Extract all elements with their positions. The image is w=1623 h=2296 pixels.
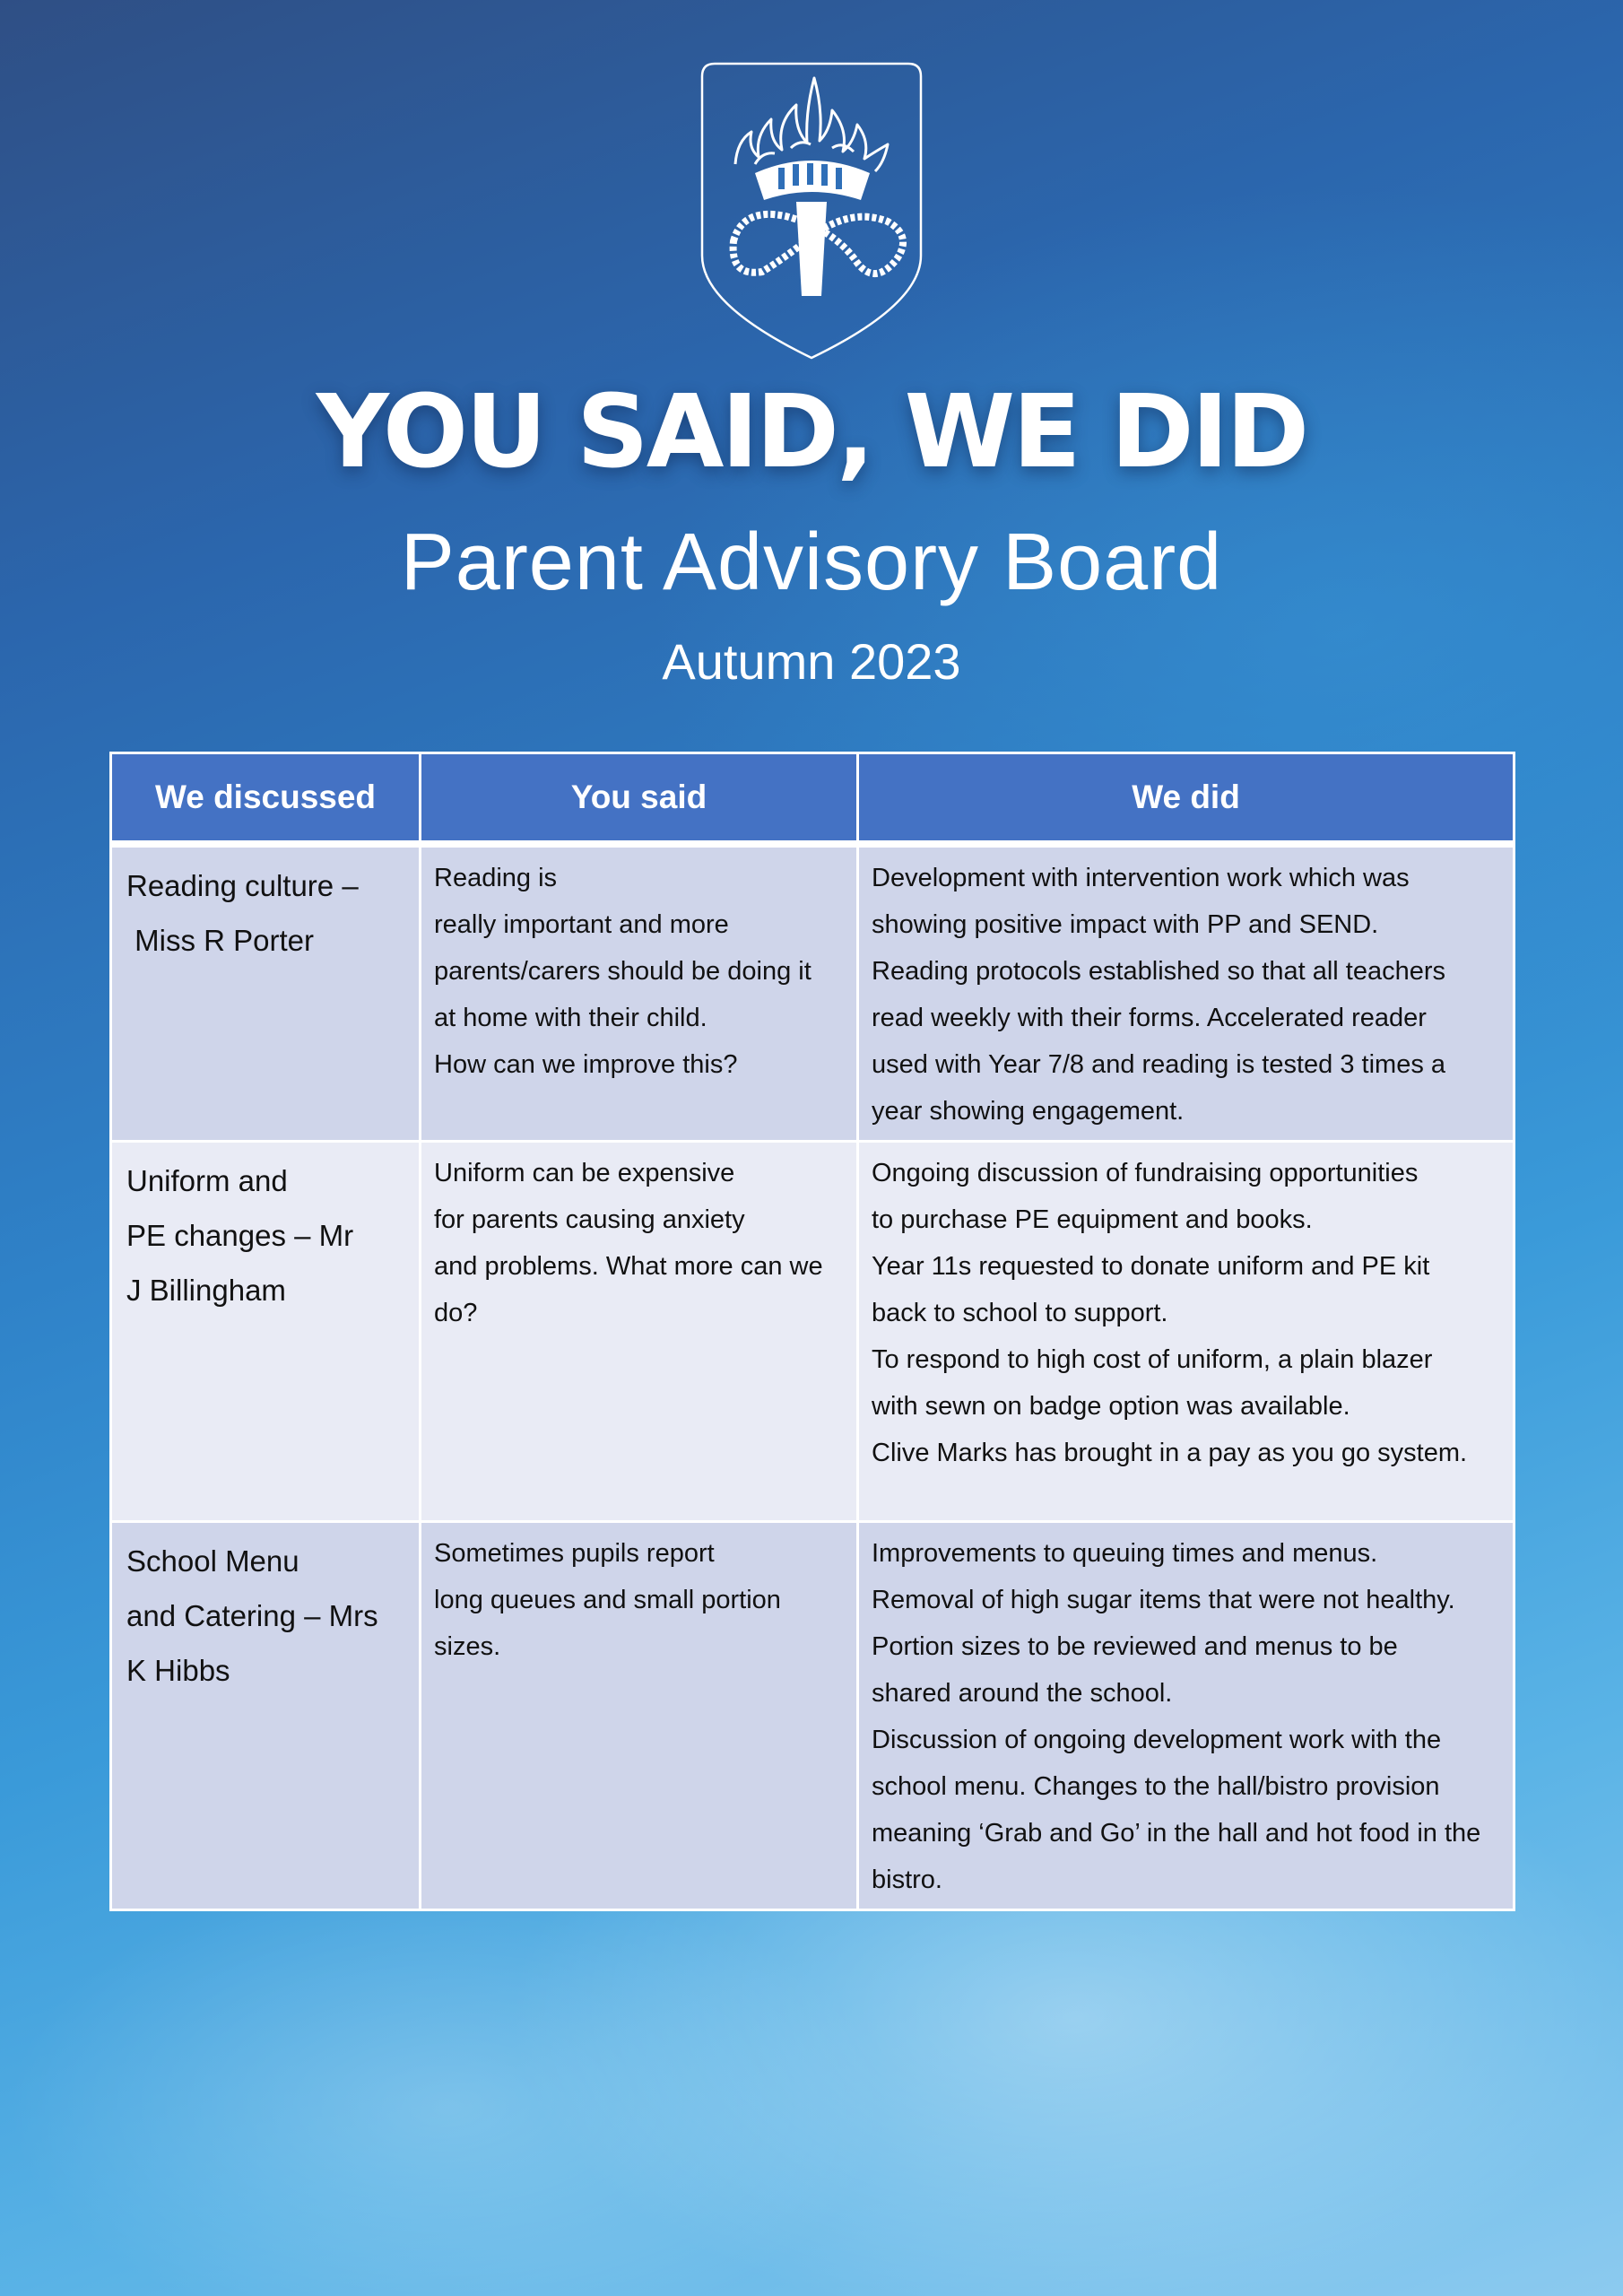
did-line: Improvements to queuing times and menus. [872, 1539, 1378, 1568]
said-line: parents/carers should be doing it [434, 957, 812, 986]
you-said-cell [421, 1522, 858, 1910]
topic-cell [111, 844, 421, 1142]
topic-line: Uniform and [126, 1164, 288, 1197]
did-line: read weekly with their forms. Accelerated reader [872, 1004, 1427, 1032]
did-line: To respond to high cost of uniform, a plain blazer [872, 1345, 1433, 1374]
we-did-cell [858, 844, 1515, 1142]
term-label: Autumn 2023 [662, 633, 961, 690]
table-row [111, 1142, 1515, 1522]
said-line: really important and more [434, 910, 729, 939]
topic-line: Miss R Porter [126, 924, 315, 957]
did-line: with sewn on badge option was available. [872, 1392, 1350, 1421]
header-we-discussed: We discussed [111, 753, 421, 845]
topic-line: K Hibbs [126, 1654, 230, 1687]
topic-cell [111, 1522, 421, 1910]
topic-line: PE changes – Mr [126, 1219, 354, 1252]
said-line: sizes. [434, 1632, 501, 1661]
school-crest-icon [699, 58, 924, 361]
did-line: Year 11s requested to donate uniform and PE kit [872, 1252, 1430, 1281]
header-we-did: We did [858, 753, 1515, 845]
did-line: bistro. [872, 1866, 942, 1894]
did-line: Discussion of ongoing development work with the [872, 1726, 1442, 1754]
said-line: Sometimes pupils report [434, 1539, 715, 1568]
did-line: Ongoing discussion of fundraising opportunities [872, 1159, 1419, 1187]
did-line: Reading protocols established so that all teachers [872, 957, 1445, 986]
topic-line: and Catering – Mrs [126, 1599, 378, 1632]
topic-cell [111, 1142, 421, 1522]
said-line: Uniform can be expensive [434, 1159, 735, 1187]
did-line: shared around the school. [872, 1679, 1173, 1708]
table-row [111, 1522, 1515, 1910]
feedback-table [109, 752, 1515, 1911]
did-line: Removal of high sugar items that were not healthy. [872, 1586, 1455, 1614]
said-line: long queues and small portion [434, 1586, 781, 1614]
table-header-row [111, 753, 1515, 845]
header-you-said: You said [421, 753, 858, 845]
you-said-cell [421, 844, 858, 1142]
did-line: showing positive impact with PP and SEND. [872, 910, 1379, 939]
said-line: do? [434, 1299, 478, 1327]
topic-line: J Billingham [126, 1274, 286, 1307]
did-line: school menu. Changes to the hall/bistro provision [872, 1772, 1440, 1801]
table-row [111, 844, 1515, 1142]
said-line: Reading is [434, 864, 558, 892]
page-subtitle: Parent Advisory Board [400, 517, 1223, 607]
you-said-cell [421, 1142, 858, 1522]
did-line: used with Year 7/8 and reading is tested 3 times a [872, 1050, 1446, 1079]
did-line: year showing engagement. [872, 1097, 1185, 1126]
we-did-cell [858, 1522, 1515, 1910]
did-line: to purchase PE equipment and books. [872, 1205, 1313, 1234]
did-line: Clive Marks has brought in a pay as you go system. [872, 1439, 1468, 1467]
said-line: How can we improve this? [434, 1050, 738, 1079]
topic-line: School Menu [126, 1544, 299, 1578]
said-line: at home with their child. [434, 1004, 707, 1032]
said-line: and problems. What more can we [434, 1252, 823, 1281]
page-title: YOU SAID, WE DID [316, 374, 1307, 491]
said-line: for parents causing anxiety [434, 1205, 745, 1234]
did-line: back to school to support. [872, 1299, 1168, 1327]
we-did-cell [858, 1142, 1515, 1522]
did-line: meaning ‘Grab and Go’ in the hall and hot food in the [872, 1819, 1481, 1848]
did-line: Portion sizes to be reviewed and menus to be [872, 1632, 1398, 1661]
topic-line: Reading culture – [126, 869, 359, 902]
did-line: Development with intervention work which was [872, 864, 1410, 892]
